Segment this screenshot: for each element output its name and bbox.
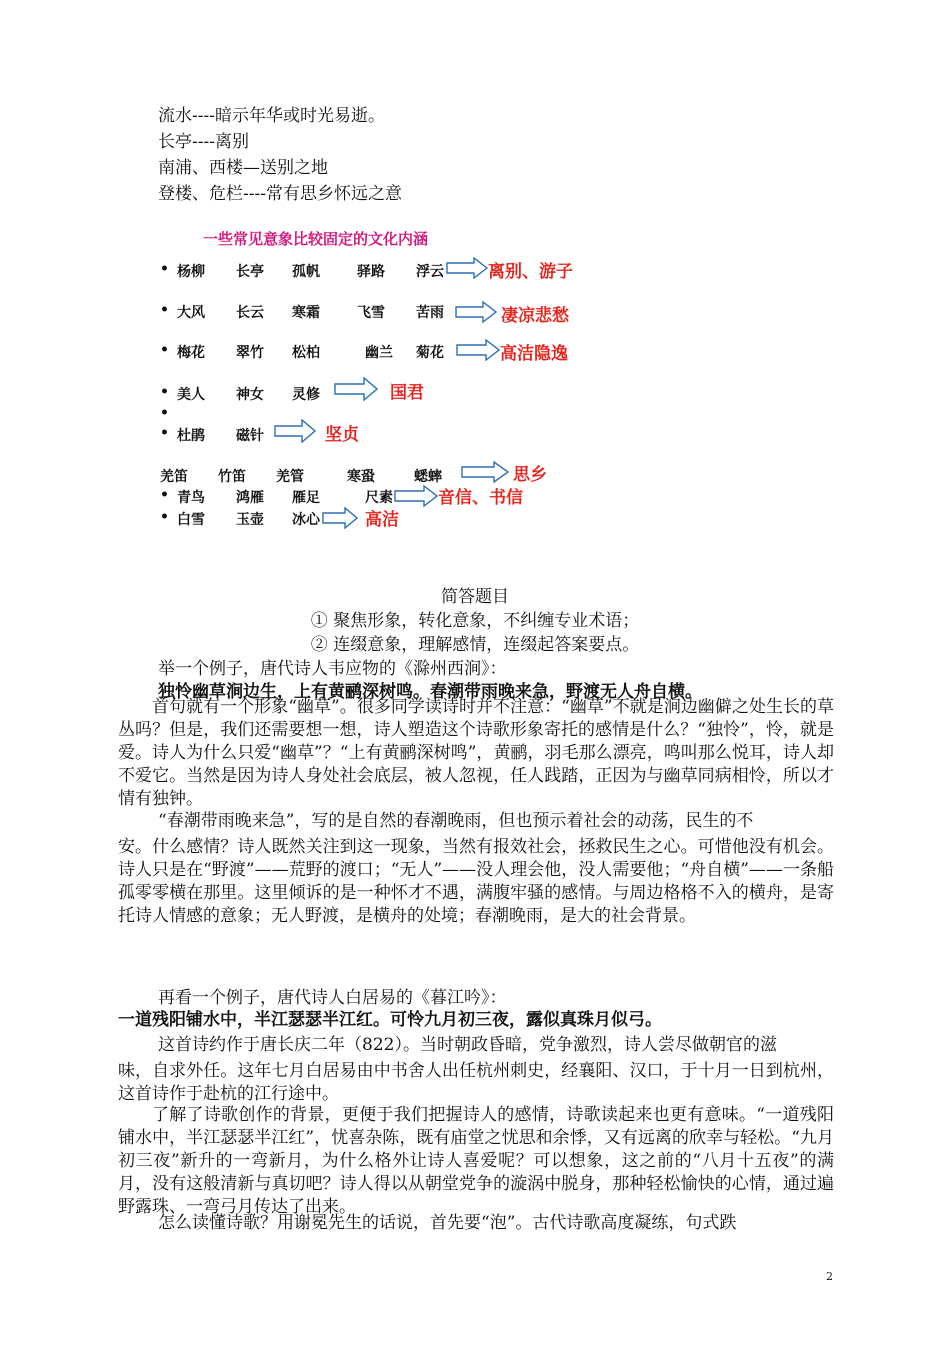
example2-poem: 一道残阳铺水中，半江瑟瑟半江红。可怜九月初三夜，露似真珠月似弓。 — [118, 1010, 662, 1030]
right-arrow-icon — [461, 461, 509, 483]
image-item: 灵修 — [292, 387, 320, 403]
point-1: ① 聚焦形象，转化意象，不纠缠专业术语； — [310, 611, 640, 631]
meaning-label: 音信、书信 — [438, 488, 523, 508]
image-item: 菊花 — [416, 345, 444, 361]
section-heading: 简答题目 — [441, 587, 509, 607]
meaning-label: 高洁 — [365, 510, 399, 530]
example2-paragraph-2: 了解了诗歌创作的背景，更便于我们把握诗人的感情，诗歌读起来也更有意味。“一道残阳铺水中，半江瑟瑟半江红”，忧喜杂陈，既有庙堂之忧思和余悸，又有远离的欣幸与轻松。“九月初三夜”新升的一弯新月，为什么格外让诗人喜爱呢？可以想象，这之前的“八月十五夜”的满月，没有这般清新与真切吧？诗人得以从朝堂党争的漩涡中脱身，那种轻松愉快的心情，通过遍野露珠、一弯弓月传达了出来。 — [118, 1105, 834, 1217]
image-item: 孤帆 — [292, 264, 320, 280]
bullet: • — [160, 425, 169, 441]
image-item: 翠竹 — [236, 345, 264, 361]
meaning-label: 离别、游子 — [488, 262, 573, 282]
point-2: ② 连缀意象，理解感情，连缀起答案要点。 — [310, 635, 640, 655]
image-item: 美人 — [177, 387, 205, 403]
meaning-label: 高洁隐逸 — [500, 344, 568, 364]
top-line-3: 南浦、西楼—送别之地 — [158, 158, 328, 178]
bullet: • — [160, 509, 169, 525]
example2-paragraph-1-start: 这首诗约作于唐长庆二年（822）。当时朝政昏暗，党争激烈，诗人尝尽做朝官的滋 — [158, 1035, 777, 1055]
example2-intro: 再看一个例子，唐代诗人白居易的《暮江吟》： — [158, 988, 507, 1008]
bullet: • — [160, 384, 169, 400]
example2-paragraph-3: 怎么读懂诗歌？用谢冕先生的话说，首先要“泡”。古代诗歌高度凝练，句式跌 — [158, 1213, 737, 1233]
right-arrow-icon — [394, 485, 438, 507]
image-item: 神女 — [236, 387, 264, 403]
image-item: 寒蛩 — [347, 469, 375, 485]
image-item: 羌笛 — [160, 469, 188, 485]
image-item: 杜鹃 — [177, 428, 205, 444]
meaning-label: 国君 — [390, 383, 424, 403]
top-line-1: 流水----暗示年华或时光易逝。 — [158, 106, 385, 126]
image-item: 尺素 — [365, 490, 393, 506]
example1-paragraph-1: 首句就有一个形象“幽草”。很多同学读诗时并不注意：“幽草”不就是涧边幽僻之处生长的草丛吗？但是，我们还需要想一想，诗人塑造这个诗歌形象寄托的感情是什么？“独怜”，怜，就是爱。诗人为什么只爱“幽草”？“上有黄鹂深树鸣”，黄鹂，羽毛那么漂亮，鸣叫那么悦耳，诗人却不爱它。当然是因为诗人身处社会底层，被人忽视，任人践踏，正因为与幽草同病相怜，所以才情有独钟。 — [118, 697, 834, 809]
meaning-label: 坚贞 — [325, 425, 359, 445]
example1-paragraph-2-start: “春潮带雨晚来急”，写的是自然的春潮晚雨，但也预示着社会的动荡，民生的不 — [158, 811, 754, 831]
image-item: 松柏 — [292, 345, 320, 361]
example1-paragraph-2: 安。什么感情？诗人既然关注到这一现象，当然有报效社会，拯救民生之心。可惜他没有机会。诗人只是在“野渡”——荒野的渡口；“无人”——没人理会他，没人需要他；“舟自横”——一条船孤零零横在那里。这里倾诉的是一种怀才不遇，满腹牢骚的感情。与周边格格不入的横舟，是寄托诗人情感的意象；无人野渡，是横舟的处境；春潮晚雨，是大的社会背景。 — [118, 837, 834, 926]
right-arrow-icon — [274, 419, 316, 443]
page-number: 2 — [826, 1270, 833, 1283]
right-arrow-icon — [455, 301, 497, 323]
example1-poem: 独怜幽草涧边生，上有黄鹂深树鸣。春潮带雨晚来急，野渡无人舟自横。 — [158, 682, 702, 702]
image-item: 雁足 — [292, 490, 320, 506]
meaning-label: 凄凉悲愁 — [501, 306, 569, 326]
image-item: 飞雪 — [357, 305, 385, 321]
bullet: • — [160, 342, 169, 358]
meaning-label: 思乡 — [513, 465, 547, 485]
bullet: • — [160, 405, 169, 421]
diagram-title: 一些常见意象比较固定的文化内涵 — [203, 230, 429, 248]
image-item: 寒霜 — [292, 305, 320, 321]
image-item: 杨柳 — [177, 264, 205, 280]
image-item: 浮云 — [416, 264, 444, 280]
right-arrow-icon — [456, 339, 500, 361]
image-item: 驿路 — [357, 264, 385, 280]
image-item: 梅花 — [177, 345, 205, 361]
image-item: 玉壶 — [236, 512, 264, 528]
top-line-2: 长亭----离别 — [158, 132, 249, 152]
top-line-4: 登楼、危栏----常有思乡怀远之意 — [158, 184, 402, 204]
image-item: 青鸟 — [177, 490, 205, 506]
bullet: • — [160, 302, 169, 318]
right-arrow-icon — [334, 377, 378, 401]
image-item: 白雪 — [177, 512, 205, 528]
image-item: 竹笛 — [218, 469, 246, 485]
image-item: 羌管 — [276, 469, 304, 485]
bullet: • — [160, 261, 169, 277]
image-item: 冰心 — [292, 512, 320, 528]
image-item: 幽兰 — [365, 345, 393, 361]
example1-intro: 举一个例子，唐代诗人韦应物的《滁州西涧》： — [158, 659, 507, 679]
right-arrow-icon — [322, 507, 358, 529]
image-item: 长云 — [236, 305, 264, 321]
image-item: 鸿雁 — [236, 490, 264, 506]
image-item: 蟋蟀 — [414, 469, 442, 485]
example2-paragraph-1: 味，自求外任。这年七月白居易由中书舍人出任杭州刺史，经襄阳、汉口，于十月一日到杭州，这首诗作于赴杭的江行途中。 — [118, 1061, 834, 1104]
right-arrow-icon — [446, 257, 488, 279]
image-item: 长亭 — [236, 264, 264, 280]
image-item: 苦雨 — [416, 305, 444, 321]
bullet: • — [160, 487, 169, 503]
image-item: 磁针 — [236, 428, 264, 444]
image-item: 大风 — [177, 305, 205, 321]
